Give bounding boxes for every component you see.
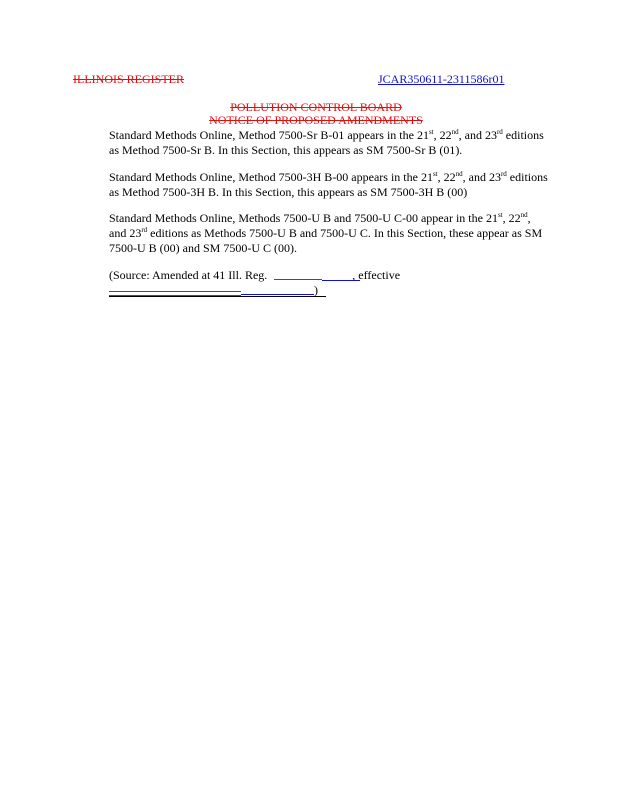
p3-sup-nd: nd (520, 211, 528, 219)
closing-paren: ) (314, 283, 318, 297)
p1-text-4: editions as Method 7500-Sr B. In this Section, this appears as SM 7500-Sr B (01). (109, 128, 544, 157)
p1-sup-st: st (428, 128, 434, 136)
deleted-date-rule-1 (109, 291, 241, 292)
effective-text: , effective (352, 268, 401, 282)
date-base-rule (109, 296, 326, 297)
p3-text-4: editions as Methods 7500-U B and 7500-U C. In this Section, these appear as SM 7500-U B (00) and SM 7500-U C (00). (109, 226, 543, 255)
source-text: (Source: Amended at 41 Ill. Reg. (109, 268, 268, 282)
p3-text-3: , and 23 (109, 211, 531, 240)
p2-text-2: , 22 (437, 170, 456, 184)
inserted-blank-rule (322, 280, 360, 281)
paragraph-tritium (109, 170, 549, 200)
notice-heading: NOTICE OF PROPOSED AMENDMENTS (209, 113, 423, 127)
p2-text-3: , and 23 (462, 170, 501, 184)
paragraph-uranium (109, 211, 549, 256)
p2-sup-nd: nd (455, 170, 463, 178)
p2-sup-st: st (432, 170, 438, 178)
paragraph-strontium (109, 128, 549, 158)
p3-text: Standard Methods Online, Methods 7500-U B and 7500-U C-00 appear in the 21 (109, 211, 498, 225)
inserted-date-rule (241, 294, 314, 295)
p1-text: Standard Methods Online, Method 7500-Sr B-01 appears in the 21 (109, 128, 429, 142)
p3-sup-rd: rd (141, 226, 148, 234)
jcar-reference-link[interactable]: JCAR350611-2311586r01 (378, 72, 505, 86)
p2-text-4: editions as Method 7500-3H B. In this Section, this appears as SM 7500-3H B (00) (109, 170, 548, 199)
deleted-blank-rule (274, 279, 322, 280)
p1-sup-rd: rd (496, 128, 503, 136)
p3-sup-st: st (497, 211, 503, 219)
p2-sup-rd: rd (500, 170, 507, 178)
p1-text-3: , and 23 (458, 128, 497, 142)
p2-text: Standard Methods Online, Method 7500-3H B-00 appears in the 21 (109, 170, 433, 184)
p1-sup-nd: nd (451, 128, 459, 136)
p1-text-2: , 22 (433, 128, 452, 142)
register-title: ILLINOIS REGISTER (73, 72, 184, 86)
agency-heading: POLLUTION CONTROL BOARD (230, 100, 402, 114)
p3-text-2: , 22 (502, 211, 521, 225)
